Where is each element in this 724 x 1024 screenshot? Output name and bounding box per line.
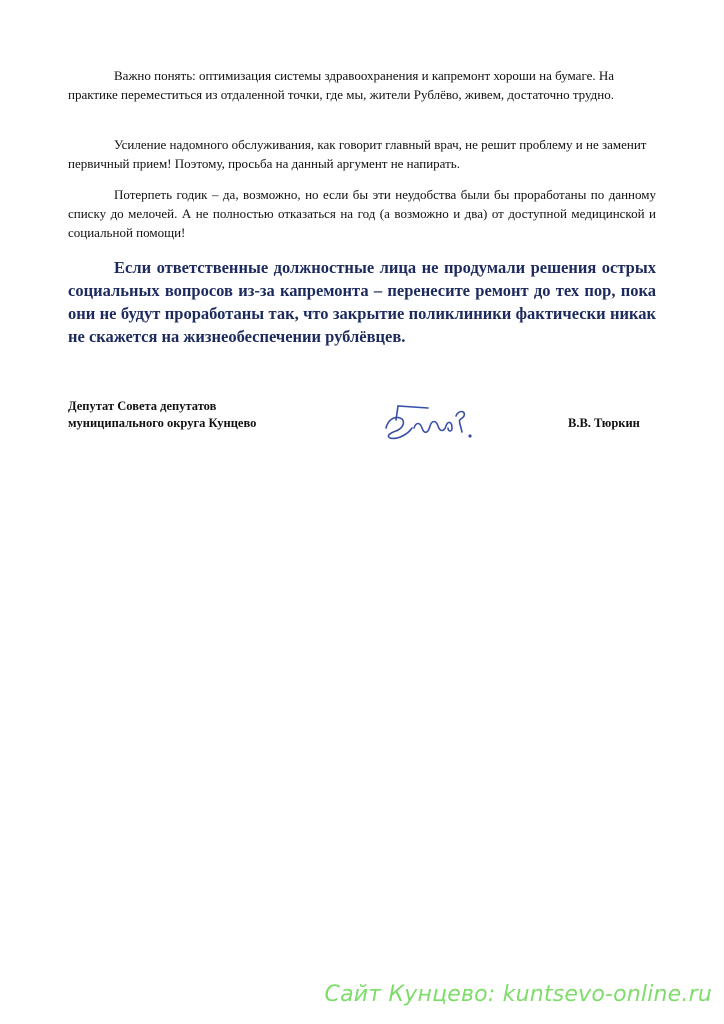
position-line-1: Депутат Совета депутатов <box>68 399 217 413</box>
signer-name: В.В. Тюркин <box>568 416 640 430</box>
emphasis-paragraph: Если ответственные должностные лица не продумали решения острых социальных вопросов из-за капремонта – перенесите ремонт до тех пор, пока они не будут проработаны так, что закрытие поликлиники фактически никак не скажется на жизнеобеспечении рублёвцев. <box>68 258 656 346</box>
paragraph-home-service: Усиление надомного обслуживания, как говорит главный врач, не решит проблему и не заменит первичный прием! Поэтому, просьба на данный аргумент не напирать. <box>68 137 647 171</box>
handwritten-signature <box>376 398 486 448</box>
paragraph-tolerate-year: Потерпеть годик – да, возможно, но если бы эти неудобства были бы проработаны по данному списку до мелочей. А не полностью отказаться на год (а возможно и два) от доступной медицинской и социальной помощи! <box>68 187 656 240</box>
site-watermark: Сайт Кунцево: kuntsevo-online.ru <box>324 982 712 1007</box>
position-line-2: муниципального округа Кунцево <box>68 416 257 430</box>
paragraph-optimization: Важно понять: оптимизация системы здравоохранения и капремонт хороши на бумаге. На практике переместиться из отдаленной точки, где мы, жители Рублёво, живем, достаточно трудно. <box>68 68 615 102</box>
signatory-position <box>68 398 256 432</box>
